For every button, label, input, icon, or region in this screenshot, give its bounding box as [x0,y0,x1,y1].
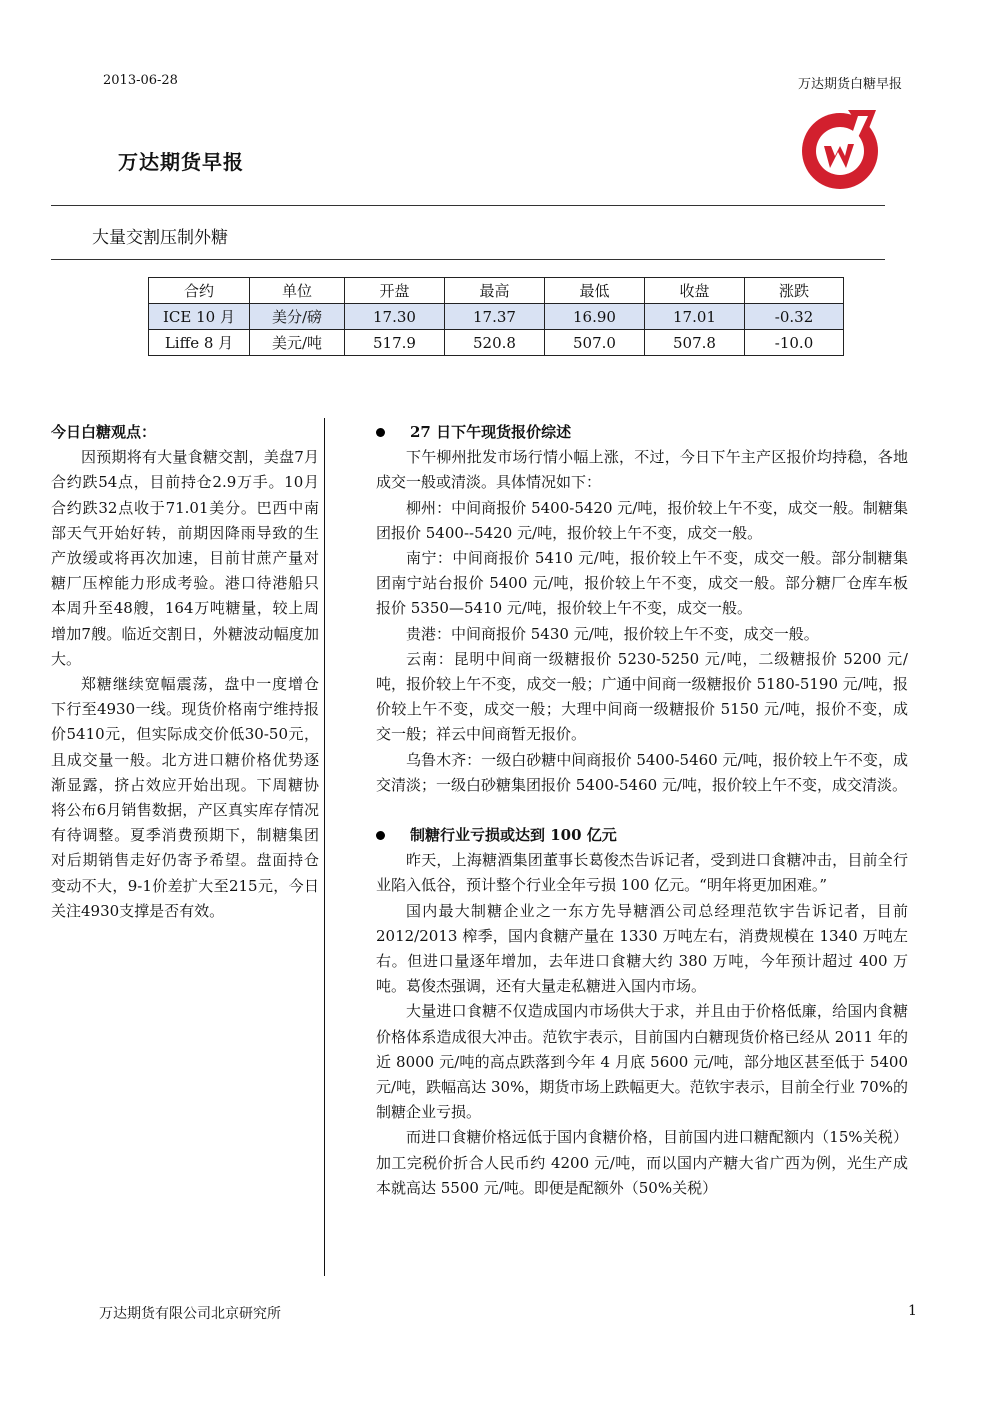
section-paragraph: 而进口食糖价格远低于国内食糖价格，目前国内进口糖配额内（15%关税）加工完税价折合人民币约 4200 元/吨，而以国内产糖大省广西为例，光生产成本就高达 5500 元/吨。即便是配额外（50%关税） [376,1128,908,1197]
table-cell: 美元/吨 [250,330,345,356]
report-subtitle: 大量交割压制外糖 [92,228,228,248]
table-cell: -0.32 [745,304,844,330]
bullet-icon [376,428,385,437]
table-cell: 17.37 [445,304,545,330]
col-header: 合约 [149,278,250,304]
table-cell: 美分/磅 [250,304,345,330]
quote-table-header [149,278,844,304]
subtitle-rule [51,259,885,260]
brand-title: 万达期货早报 [118,150,244,174]
table-cell: -10.0 [745,330,844,356]
section-gap [376,798,908,823]
title-rule [51,205,885,206]
quote-table [148,277,844,356]
section-title: 制糖行业亏损或达到 100 亿元 [410,826,617,845]
table-row [149,330,844,356]
table-cell: Liffe 8 月 [149,330,250,356]
report-name: 万达期货白糖早报 [797,77,902,92]
report-date: 2013-06-28 [103,73,178,88]
view-paragraph: 因预期将有大量食糖交割，美盘7月合约跌54点，目前持仓2.9万手。10月合约跌32点收于71.01美分。巴西中南部天气开始好转，前期因降雨导致的生产放缓或将再次加速，目前甘蔗产量对糖厂压榨能力形成考验。港口待港船只本周升至48艘，164万吨糖量，较上周增加7艘。临近交割日，外糖波动幅度加大。 [51,448,319,668]
section-paragraph: 柳州：中间商报价 5400-5420 元/吨，报价较上午不变，成交一般。制糖集团报价 5400--5420 元/吨，报价较上午不变，成交一般。 [376,498,908,542]
view-heading: 今日白糖观点： [51,423,157,441]
section-paragraph: 大量进口食糖不仅造成国内市场供大于求，并且由于价格低廉，给国内食糖价格体系造成很大冲击。范钦宇表示，目前国内白糖现货价格已经从 2011 年的近 8000 元/吨的高点跌落到今年 4 月底 5600 元/吨，部分地区甚至低于 5400 元/吨，跌幅高达 30%，期货市场上跌幅更大。范钦宇表示，目前全行业 70%的制糖企业亏损。 [376,1002,908,1122]
section-paragraph: 南宁：中间商报价 5410 元/吨，报价较上午不变，成交一般。部分制糖集团南宁站台报价 5400 元/吨，报价较上午不变，成交一般。部分糖厂仓库车板报价 5350—5410 元/吨，报价较上午不变，成交一般。 [376,549,908,618]
table-cell: 17.01 [645,304,745,330]
table-cell: 507.8 [645,330,745,356]
section-paragraph: 昨天，上海糖酒集团董事长葛俊杰告诉记者，受到进口食糖冲击，目前全行业陷入低谷，预计整个行业全年亏损 100 亿元。“明年将更加困难。” [376,851,908,895]
table-cell: 520.8 [445,330,545,356]
table-row [149,304,844,330]
section-heading [376,420,908,445]
col-header: 收盘 [645,278,745,304]
col-header: 单位 [250,278,345,304]
section-paragraph: 国内最大制糖企业之一东方先导糖酒公司总经理范钦宇告诉记者，目前 2012/2013 榨季，国内食糖产量在 1330 万吨左右，消费规模在 1340 万吨左右。但进口量逐年增加，去年进口食糖大约 380 万吨，今年预计超过 400 万吨。葛俊杰强调，还有大量走私糖进入国内市场。 [376,901,908,996]
col-header: 最高 [445,278,545,304]
section-paragraph: 下午柳州批发市场行情小幅上涨，不过，今日下午主产区报价均持稳，各地成交一般或清淡。具体情况如下： [376,448,908,492]
view-paragraph: 郑糖继续宽幅震荡，盘中一度增仓下行至4930一线。现货价格南宁维持报价5410元，但实际成交价低30-50元，且成交量一般。北方进口糖价格优势逐渐显露，挤占效应开始出现。下周糖协将公布6月销售数据，产区真实库存情况有待调整。夏季消费预期下，制糖集团对后期销售走好仍寄予希望。盘面持仓变动不大，9-1价差扩大至215元，今日关注4930支撑是否有效。 [51,675,319,920]
page-number: 1 [908,1303,917,1319]
table-cell: 517.9 [345,330,445,356]
column-divider [324,418,325,1276]
section-paragraph: 云南：昆明中间商一级糖报价 5230-5250 元/吨，二级糖报价 5200 元/吨，报价较上午不变，成交一般；广通中间商一级糖报价 5180-5190 元/吨，报价较上午不变，成交一般；大理中间商一级糖报价 5150 元/吨，报价不变，成交一般；祥云中间商暂无报价。 [376,649,908,744]
left-column [51,420,319,924]
footer-company: 万达期货有限公司北京研究所 [99,1306,281,1322]
section-paragraph: 贵港：中间商报价 5430 元/吨，报价较上午不变，成交一般。 [406,624,819,643]
col-header: 涨跌 [745,278,844,304]
section-heading [376,823,908,848]
table-cell: 16.90 [545,304,645,330]
table-cell: ICE 10 月 [149,304,250,330]
wanda-logo-icon [796,106,884,192]
col-header: 开盘 [345,278,445,304]
right-column [376,420,908,1201]
table-cell: 17.30 [345,304,445,330]
col-header: 最低 [545,278,645,304]
table-cell: 507.0 [545,330,645,356]
section-title: 27 日下午现货报价综述 [410,423,572,441]
section-paragraph: 乌鲁木齐：一级白砂糖中间商报价 5400-5460 元/吨，报价较上午不变，成交清淡；一级白砂糖集团报价 5400-5460 元/吨，报价较上午不变，成交清淡。 [376,750,908,794]
bullet-icon [376,831,385,840]
